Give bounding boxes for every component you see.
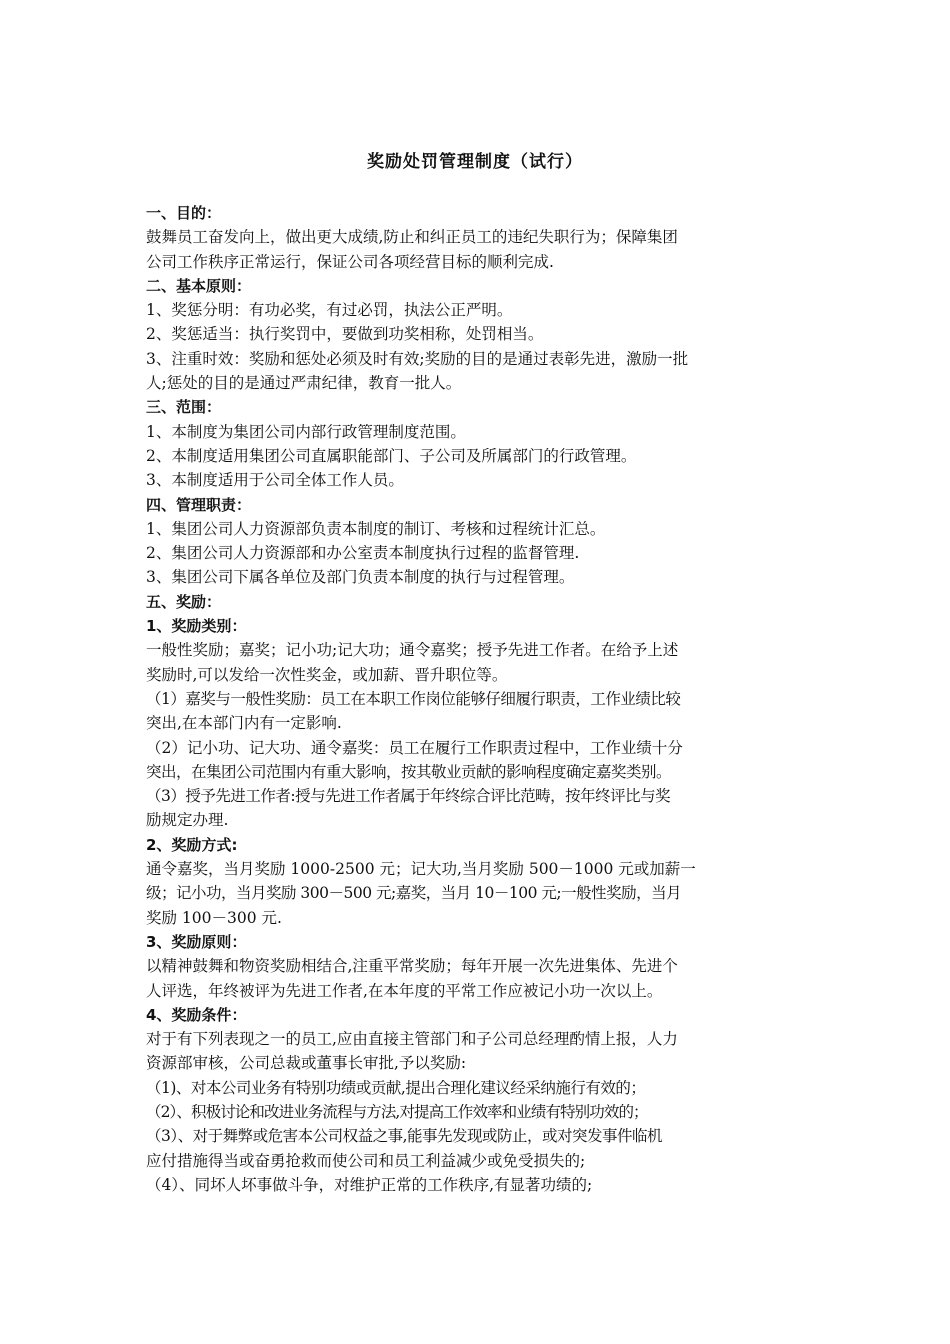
body-line: 3、集团公司下属各单位及部门负责本制度的执行与过程管理。	[146, 568, 575, 587]
body-line: 突出，在集团公司范围内有重大影响，按其敬业贡献的影响程度确定嘉奖类别。	[146, 762, 672, 781]
body-line: 奖励时,可以发给一次性奖金，或加薪、晋升职位等。	[146, 665, 508, 684]
body-line: 级；记小功，当月奖励 300－500 元;嘉奖，当月 10－100 元;一般性奖励，当月	[146, 884, 682, 903]
body-line: 1、奖惩分明：有功必奖，有过必罚，执法公正严明。	[146, 301, 513, 320]
document-title: 奖励处罚管理制度（试行）	[367, 152, 583, 172]
body-line: 以精神鼓舞和物资奖励相结合,注重平常奖励；每年开展一次先进集体、先进个	[146, 957, 678, 976]
body-line: （4）、同坏人坏事做斗争，对维护正常的工作秩序,有显著功绩的;	[146, 1175, 593, 1194]
body-line: 2、本制度适用集团公司直属职能部门、子公司及所属部门的行政管理。	[146, 446, 637, 465]
section-heading: 三、范围：	[146, 398, 222, 417]
body-line: 励规定办理.	[146, 811, 229, 830]
body-line: 人评选，年终被评为先进工作者,在本年度的平常工作应被记小功一次以上。	[146, 981, 663, 1000]
body-line: 3、注重时效：奖励和惩处必须及时有效;奖励的目的是通过表彰先进，激励一批	[146, 349, 689, 368]
section-heading: 2、奖励方式:	[146, 835, 238, 854]
body-line: （2）记小功、记大功、通令嘉奖：员工在履行工作职责过程中，工作业绩十分	[146, 738, 683, 757]
section-heading: 二、基本原则：	[146, 276, 252, 295]
body-line: （1)、对本公司业务有特别功绩或贡献,提出合理化建议经采纳施行有效的；	[146, 1078, 646, 1097]
section-heading: 五、奖励：	[146, 592, 222, 611]
document-body	[146, 201, 816, 1197]
section-heading: 四、管理职责：	[146, 495, 252, 514]
body-line: 资源部审核，公司总裁或董事长审批,予以奖励:	[146, 1054, 467, 1073]
body-line: 一般性奖励；嘉奖；记小功;记大功；通令嘉奖；授予先进工作者。在给予上述	[146, 641, 679, 660]
body-line: 人;惩处的目的是通过严肃纪律，教育一批人。	[146, 374, 462, 393]
body-line: 突出,在本部门内有一定影响.	[146, 714, 342, 733]
body-line: 公司工作秩序正常运行，保证公司各项经营目标的顺利完成.	[146, 252, 554, 271]
body-line: （1）嘉奖与一般性奖励：员工在本职工作岗位能够仔细履行职责，工作业绩比较	[146, 689, 681, 708]
body-line: 通令嘉奖，当月奖励 1000-2500 元；记大功,当月奖励 500－1000 元或加薪一	[146, 860, 696, 879]
body-line: （2）、积极讨论和改进业务流程与方法,对提高工作效率和业绩有特别功效的；	[146, 1102, 648, 1121]
body-line: 鼓舞员工奋发向上，做出更大成绩,防止和纠正员工的违纪失职行为；保障集团	[146, 228, 678, 247]
body-line: 3、本制度适用于公司全体工作人员。	[146, 471, 404, 490]
body-line: （3）、对于舞弊或危害本公司权益之事,能事先发现或防止，或对突发事件临机	[146, 1127, 663, 1146]
body-line: 应付措施得当或奋勇抢救而使公司和员工利益减少或免受损失的;	[146, 1151, 586, 1170]
section-heading: 一、目的：	[146, 204, 222, 222]
body-line: （3）授予先进工作者:授与先进工作者属于年终综合评比范畴，按年终评比与奖	[146, 787, 671, 806]
body-line: 1、集团公司人力资源部负责本制度的制订、考核和过程统计汇总。	[146, 519, 606, 538]
section-heading: 1、奖励类别：	[146, 617, 247, 636]
body-line: 奖励 100－300 元.	[146, 908, 282, 927]
section-heading: 3、奖励原则：	[146, 932, 247, 951]
body-line: 1、本制度为集团公司内部行政管理制度范围。	[146, 422, 466, 441]
section-heading: 4、奖励条件：	[146, 1005, 247, 1024]
body-line: 2、集团公司人力资源部和办公室责本制度执行过程的监督管理.	[146, 544, 580, 563]
body-line: 对于有下列表现之一的员工,应由直接主管部门和子公司总经理酌情上报，人力	[146, 1030, 678, 1049]
body-line: 2、奖惩适当：执行奖罚中，要做到功奖相称，处罚相当。	[146, 325, 544, 344]
